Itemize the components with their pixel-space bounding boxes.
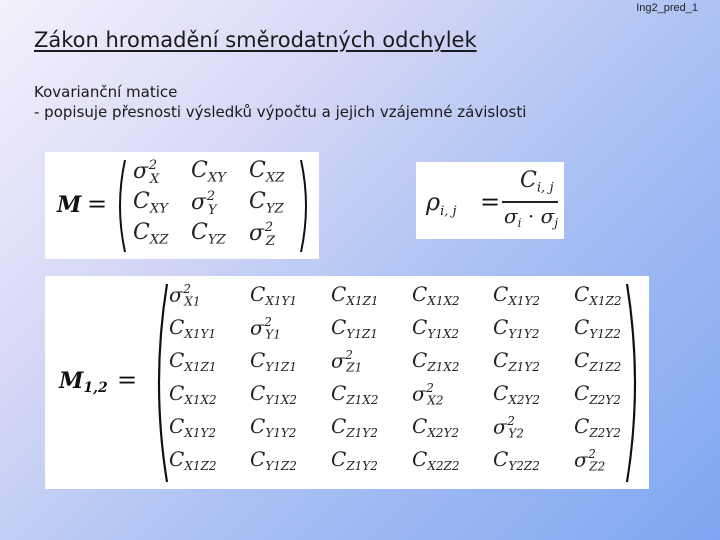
matrix-cell-sub: X1Y2 bbox=[184, 426, 217, 441]
matrix-cell-sub: Y1Z1 bbox=[265, 360, 297, 375]
matrix-cell-base: σ bbox=[574, 447, 588, 472]
matrix-cell-base: C bbox=[169, 414, 185, 438]
matrix-cell bbox=[250, 414, 296, 440]
correlation-equals: = bbox=[480, 188, 501, 216]
matrix-cell bbox=[574, 447, 605, 474]
matrix-cell-sub: YZ bbox=[265, 201, 284, 217]
matrix-cell-base: C bbox=[250, 414, 266, 438]
matrix-cell-sub: X1Y1 bbox=[184, 327, 217, 342]
matrix-m12-label-sub: 1,2 bbox=[83, 380, 108, 397]
matrix-cell-base: C bbox=[331, 414, 347, 438]
matrix-cell-sup: 2 bbox=[588, 447, 596, 461]
matrix-m12-equals: = bbox=[117, 366, 138, 394]
matrix-cell-base: C bbox=[250, 447, 266, 471]
matrix-cell-base: C bbox=[412, 315, 428, 339]
matrix-cell bbox=[331, 414, 378, 440]
matrix-cell bbox=[133, 189, 168, 217]
matrix-cell-sup: 2 bbox=[507, 414, 515, 428]
matrix-cell bbox=[412, 315, 459, 341]
matrix-cell-sub: X2Y2 bbox=[427, 426, 460, 441]
den-a-base: σ bbox=[504, 204, 518, 228]
matrix-cell bbox=[331, 282, 378, 308]
rho-sub: i, j bbox=[440, 204, 457, 220]
matrix-cell-sub: Z1Z2 bbox=[589, 360, 622, 375]
matrix-cell bbox=[412, 348, 459, 374]
matrix-cell-base: C bbox=[412, 282, 428, 306]
numerator-base: C bbox=[520, 168, 537, 193]
matrix-cell bbox=[133, 158, 159, 187]
matrix-cell-base: C bbox=[133, 220, 150, 245]
matrix-cell bbox=[249, 189, 284, 217]
matrix-cell-sup: 2 bbox=[345, 348, 353, 362]
matrix-cell bbox=[133, 220, 168, 248]
subtitle-line-1: Kovarianční matice bbox=[34, 83, 178, 101]
matrix-cell-base: σ bbox=[412, 381, 426, 406]
matrix-cell-base: σ bbox=[169, 282, 183, 307]
matrix-cell bbox=[191, 220, 226, 248]
matrix-cell-base: C bbox=[574, 414, 590, 438]
matrix-m-right-paren bbox=[299, 158, 313, 254]
matrix-cell-base: C bbox=[169, 381, 185, 405]
matrix-cell-sub: X2Z2 bbox=[427, 459, 460, 474]
matrix-cell bbox=[574, 348, 621, 374]
matrix-m12-label-base: M bbox=[59, 368, 84, 394]
matrix-cell bbox=[331, 381, 378, 407]
matrix-cell-sub: X2 bbox=[427, 393, 444, 408]
matrix-cell-sub: X1Z1 bbox=[184, 360, 217, 375]
matrix-cell bbox=[412, 381, 443, 408]
matrix-cell-base: C bbox=[250, 348, 266, 372]
matrix-cell-sub: X bbox=[149, 171, 160, 187]
matrix-cell bbox=[249, 220, 275, 249]
matrix-cell-sub: Y2Z2 bbox=[508, 459, 540, 474]
matrix-cell bbox=[412, 447, 459, 473]
matrix-cell-sub: Z bbox=[265, 233, 275, 249]
matrix-cell bbox=[574, 381, 621, 407]
matrix-cell-base: C bbox=[249, 158, 266, 183]
matrix-cell bbox=[191, 158, 226, 186]
matrix-cell bbox=[331, 315, 378, 341]
fraction-line bbox=[502, 201, 558, 203]
matrix-cell-sub: Z1Y2 bbox=[346, 426, 378, 441]
matrix-cell-base: C bbox=[574, 282, 590, 306]
matrix-cell-sub: Z1Y2 bbox=[508, 360, 540, 375]
matrix-m-label: M bbox=[57, 192, 82, 218]
matrix-cell-sub: Z1X2 bbox=[427, 360, 460, 375]
matrix-cell-base: C bbox=[412, 348, 428, 372]
matrix-cell-base: σ bbox=[250, 315, 264, 340]
matrix-cell-sub: Z2Y2 bbox=[589, 426, 621, 441]
matrix-cell-base: C bbox=[249, 189, 266, 214]
slide-title: Zákon hromadění směrodatných odchylek bbox=[34, 28, 477, 52]
matrix-cell-sub: X1 bbox=[184, 294, 201, 309]
matrix-cell bbox=[493, 447, 540, 473]
numerator-sub: i, j bbox=[536, 180, 554, 196]
matrix-cell-sub: Y2 bbox=[508, 426, 524, 441]
matrix-cell-base: C bbox=[250, 381, 266, 405]
correlation-formula bbox=[416, 162, 564, 239]
matrix-cell bbox=[250, 282, 297, 308]
matrix-cell-sub: Y1Y2 bbox=[265, 426, 297, 441]
matrix-cell bbox=[331, 447, 378, 473]
matrix-m-equals: = bbox=[87, 190, 108, 218]
matrix-cell-base: C bbox=[493, 381, 509, 405]
matrix-cell-sub: Y1Z2 bbox=[265, 459, 297, 474]
matrix-cell bbox=[574, 282, 621, 308]
matrix-cell-sub: X1Z2 bbox=[184, 459, 217, 474]
matrix-cell-sup: 2 bbox=[148, 158, 158, 173]
rho-base: ρ bbox=[426, 188, 441, 216]
matrix-cell-sub: X1Z1 bbox=[346, 294, 379, 309]
matrix-m12-left-paren bbox=[149, 282, 169, 484]
matrix-cell bbox=[191, 189, 217, 218]
matrix-cell-base: C bbox=[331, 282, 347, 306]
matrix-cell bbox=[169, 315, 216, 341]
rho-symbol bbox=[426, 188, 457, 219]
matrix-cell bbox=[169, 447, 216, 473]
matrix-m-left-paren bbox=[113, 158, 127, 254]
matrix-cell bbox=[412, 414, 459, 440]
matrix-cell-base: C bbox=[191, 158, 208, 183]
matrix-cell-sub: Z2Y2 bbox=[589, 393, 621, 408]
matrix-cell-sub: Z1 bbox=[346, 360, 363, 375]
matrix-cell-sub: Y1X2 bbox=[265, 393, 298, 408]
matrix-cell bbox=[169, 414, 216, 440]
matrix-cell-base: C bbox=[574, 381, 590, 405]
matrix-cell bbox=[250, 381, 297, 407]
matrix-cell-sub: XZ bbox=[149, 232, 169, 248]
matrix-cell bbox=[249, 158, 284, 186]
matrix-cell-base: σ bbox=[133, 159, 149, 185]
matrix-cell-base: C bbox=[250, 282, 266, 306]
matrix-cell-base: σ bbox=[493, 414, 507, 439]
matrix-cell-base: σ bbox=[249, 221, 265, 247]
matrix-cell bbox=[169, 348, 216, 374]
matrix-cell-base: C bbox=[331, 315, 347, 339]
matrix-cell bbox=[493, 315, 539, 341]
matrix-cell-base: C bbox=[412, 447, 428, 471]
matrix-cell-sub: Y1Z1 bbox=[346, 327, 378, 342]
matrix-cell bbox=[412, 282, 460, 308]
matrix-cell bbox=[574, 414, 621, 440]
matrix-cell-sub: Y1X2 bbox=[427, 327, 460, 342]
matrix-cell-base: C bbox=[169, 315, 185, 339]
matrix-cell bbox=[574, 315, 621, 341]
matrix-cell bbox=[169, 282, 200, 309]
matrix-cell bbox=[250, 447, 297, 473]
matrix-cell-base: C bbox=[331, 447, 347, 471]
matrix-cell-sup: 2 bbox=[426, 381, 434, 395]
matrix-cell-sub: Y bbox=[207, 202, 217, 218]
matrix-cell-base: C bbox=[133, 189, 150, 214]
matrix-cell-sup: 2 bbox=[264, 220, 274, 235]
matrix-cell-sup: 2 bbox=[206, 189, 216, 204]
matrix-m12-label bbox=[59, 368, 108, 396]
matrix-cell-sup: 2 bbox=[264, 315, 272, 329]
matrix-cell-sub: X1Y2 bbox=[508, 294, 541, 309]
matrix-cell-base: C bbox=[574, 315, 590, 339]
den-a-sub: i bbox=[517, 216, 522, 231]
matrix-cell-sub: Y1Y2 bbox=[508, 327, 540, 342]
matrix-cell bbox=[250, 348, 297, 374]
matrix-cell-sub: Z2 bbox=[589, 459, 606, 474]
matrix-cell-sub: Y1Z2 bbox=[589, 327, 621, 342]
matrix-cell bbox=[250, 315, 281, 342]
matrix-cell-base: C bbox=[493, 348, 509, 372]
matrix-cell-base: C bbox=[493, 447, 509, 471]
matrix-cell-sub: X1Z2 bbox=[589, 294, 622, 309]
covariance-matrix-3x3 bbox=[45, 152, 319, 259]
matrix-cell bbox=[331, 348, 362, 375]
slide-id: Ing2_pred_1 bbox=[636, 2, 698, 14]
correlation-denominator bbox=[504, 204, 558, 230]
matrix-cell-sub: X2Y2 bbox=[508, 393, 541, 408]
matrix-cell-base: σ bbox=[331, 348, 345, 373]
matrix-cell bbox=[493, 381, 540, 407]
matrix-cell bbox=[493, 348, 540, 374]
matrix-cell-sub: X1X2 bbox=[427, 294, 460, 309]
matrix-cell-sub: YZ bbox=[207, 232, 226, 248]
matrix-m12-right-paren bbox=[625, 282, 645, 484]
matrix-cell bbox=[493, 414, 524, 441]
matrix-cell-base: C bbox=[169, 348, 185, 372]
matrix-cell bbox=[493, 282, 540, 308]
matrix-cell-base: C bbox=[493, 315, 509, 339]
correlation-numerator bbox=[520, 168, 554, 196]
matrix-cell-base: C bbox=[493, 282, 509, 306]
matrix-cell-sub: X1X2 bbox=[184, 393, 217, 408]
matrix-cell-sub: Y1 bbox=[265, 327, 281, 342]
matrix-cell-sub: XY bbox=[207, 170, 226, 186]
matrix-cell-sub: XY bbox=[149, 201, 168, 217]
matrix-cell-base: C bbox=[169, 447, 185, 471]
covariance-matrix-6x6 bbox=[45, 276, 649, 489]
matrix-cell-sub: Z1Y2 bbox=[346, 459, 378, 474]
matrix-cell-sub: X1Y1 bbox=[265, 294, 298, 309]
den-dot: · bbox=[527, 204, 535, 228]
matrix-cell-sub: XZ bbox=[265, 170, 285, 186]
matrix-cell-base: C bbox=[331, 381, 347, 405]
matrix-cell-base: C bbox=[191, 220, 208, 245]
slide-subtitle bbox=[34, 82, 526, 122]
matrix-cell bbox=[169, 381, 217, 407]
matrix-cell-base: C bbox=[412, 414, 428, 438]
matrix-cell-sup: 2 bbox=[183, 282, 191, 296]
matrix-cell-base: σ bbox=[191, 190, 207, 216]
den-b-base: σ bbox=[540, 204, 555, 228]
matrix-cell-base: C bbox=[574, 348, 590, 372]
matrix-cell-sub: Z1X2 bbox=[346, 393, 379, 408]
subtitle-line-2: - popisuje přesnosti výsledků výpočtu a jejich vzájemné závislosti bbox=[34, 103, 527, 121]
den-b-sub: j bbox=[554, 216, 558, 231]
